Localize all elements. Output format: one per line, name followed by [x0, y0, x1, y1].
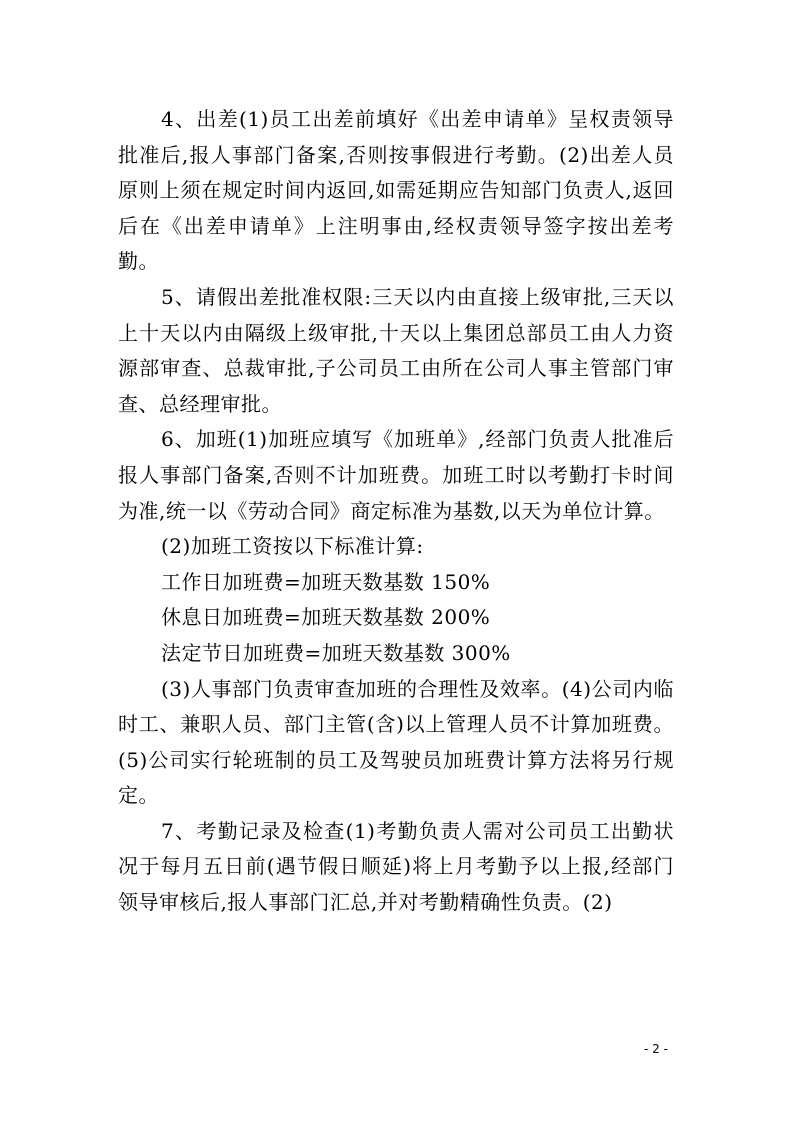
overtime-rate-holiday: 法定节日加班费=加班天数基数 300% — [161, 640, 511, 665]
paragraph-overtime: 6、加班(1)加班应填写《加班单》,经部门负责人批准后报人事部门备案,否则不计加班费。加班工时以考勤打卡时间为准,统一以《劳动合同》商定标准为基数,以天为单位计算。 — [118, 427, 674, 523]
page-number: - 2 - — [644, 1042, 668, 1056]
paragraph-overtime-review: (3)人事部门负责审查加班的合理性及效率。(4)公司内临时工、兼职人员、部门主管(含)以上管理人员不计算加班费。(5)公司实行轮班制的员工及驾驶员加班费计算方法将另行规定。 — [118, 676, 674, 808]
overtime-rate-workday: 工作日加班费=加班天数基数 150% — [161, 569, 491, 594]
overtime-rate-restday: 休息日加班费=加班天数基数 200% — [161, 605, 491, 630]
paragraph-business-trip: 4、出差(1)员工出差前填好《出差申请单》呈权责领导批准后,报人事部门备案,否则按事假进行考勤。(2)出差人员原则上须在规定时间内返回,如需延期应告知部门负责人,返回后在《出差申请单》上注明事由,经权责领导签字按出差考勤。 — [118, 107, 674, 274]
paragraph-attendance-records: 7、考勤记录及检查(1)考勤负责人需对公司员工出勤状况于每月五日前(遇节假日顺延)将上月考勤予以上报,经部门领导审核后,报人事部门汇总,并对考勤精确性负责。(2) — [118, 818, 674, 915]
overtime-pay-heading: (2)加班工资按以下标准计算: — [161, 534, 424, 559]
document-body — [118, 102, 674, 921]
paragraph-approval-authority: 5、请假出差批准权限:三天以内由直接上级审批,三天以上十天以内由隔级上级审批,十天以上集团总部员工由人力资源部审查、总裁审批,子公司员工由所在公司人事主管部门审查、总经理审批。 — [118, 284, 674, 416]
